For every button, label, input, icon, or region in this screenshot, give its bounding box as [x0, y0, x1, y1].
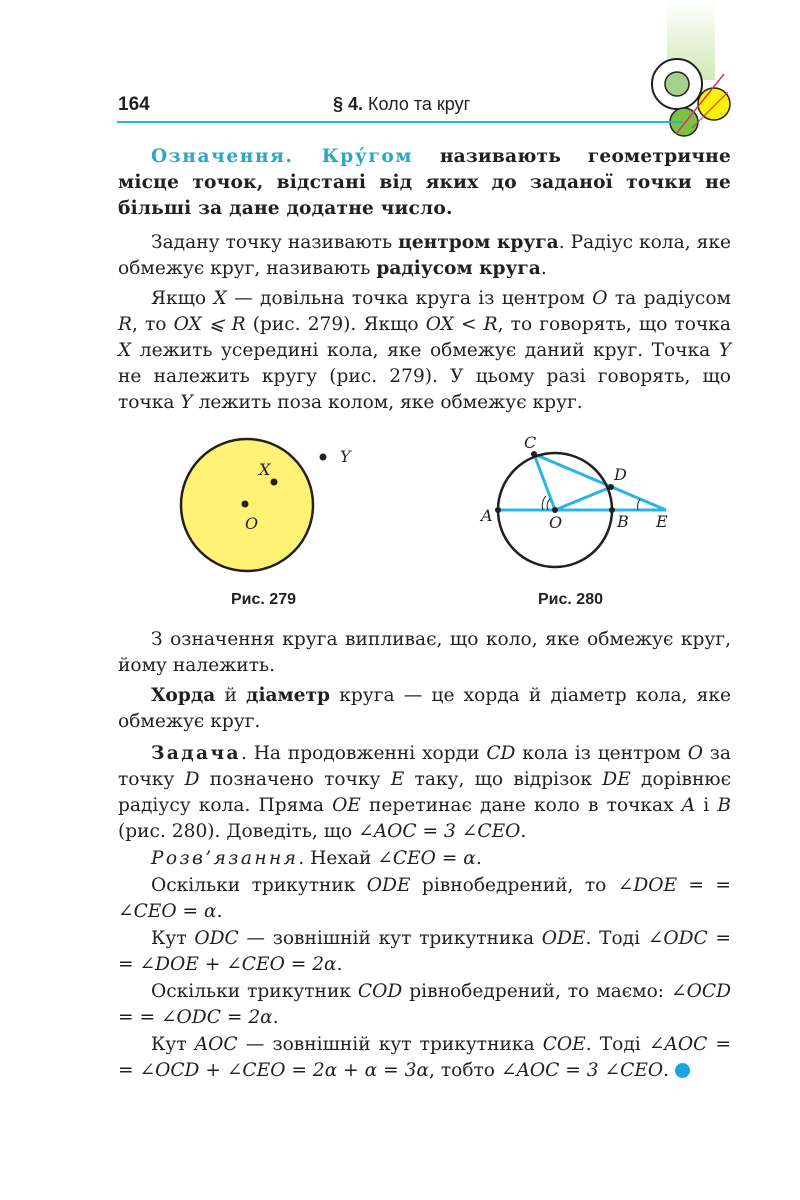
math-expr: OX < R: [425, 314, 498, 335]
p1-text: Задану точку називають: [151, 232, 399, 253]
solution-text: .: [216, 901, 223, 922]
definition-term: Означення. Кру́гом: [151, 146, 414, 167]
solution-step-2: [118, 926, 731, 978]
solution-text: Оскільки трикутник: [151, 981, 358, 1002]
definition-paragraph: [118, 144, 731, 222]
point-x: [271, 479, 278, 486]
label-c: C: [524, 433, 537, 452]
math-expr: ∠AOC = = ∠OCD + ∠CEO = 2α + α = 3α: [118, 1034, 732, 1081]
caption-279: Рис. 279: [231, 591, 296, 608]
task-block: [118, 741, 731, 1084]
term-radius: радіусом круга: [376, 258, 541, 279]
figure-280: [470, 430, 690, 590]
math-var: ODE: [541, 928, 586, 949]
definition-text: називають геометричне місце точок, відстані від яких до заданої точки не більші за дане додатне число.: [118, 146, 731, 219]
solution-text: . Тоді: [585, 928, 648, 949]
task-text: (рис. 280). Доведіть, що: [118, 821, 359, 842]
task-text: таку, що відрізок: [404, 769, 603, 790]
solution-step-3: [118, 979, 731, 1031]
solution-text: , тобто: [429, 1060, 501, 1081]
boundary-paragraph: З означення круга випливає, що коло, яке обмежує круг, йому належить.: [118, 629, 731, 676]
math-var: CD: [486, 743, 516, 764]
math-var: E: [390, 769, 405, 790]
solution-step-1: [118, 873, 731, 925]
section-logo: [640, 0, 740, 150]
label-x: X: [259, 460, 271, 479]
solution-text: рівнобедрений, то: [410, 875, 618, 896]
math-expr: ∠OCD = = ∠ODC = 2α: [118, 981, 731, 1028]
task-text: . На продовженні хорди: [240, 743, 487, 764]
point-a: [495, 507, 501, 513]
task-text: за точку: [118, 743, 732, 790]
term-center: центром круга: [398, 232, 559, 253]
math-expr: ∠CEO = α: [377, 848, 476, 869]
section-name: Коло та круг: [368, 94, 471, 114]
solution-step-4: [118, 1032, 731, 1084]
math-expr: ∠AOC = 3 ∠CEO: [358, 821, 521, 842]
solution-text: Кут: [151, 928, 195, 949]
math-var: Y: [718, 340, 731, 361]
math-var: COE: [542, 1034, 586, 1055]
solution-text: . Нехай: [298, 848, 378, 869]
chord-diameter-paragraph: [118, 683, 731, 735]
solution-text: рівнобедрений, то маємо:: [402, 981, 672, 1002]
solution-text: Кут: [151, 1034, 195, 1055]
solution-text: . Тоді: [585, 1034, 649, 1055]
task-text: .: [520, 821, 527, 842]
p2-text: лежить поза колом, яке обмежує круг.: [192, 392, 583, 413]
label-e: E: [656, 512, 668, 531]
angle-arc-2: [542, 496, 546, 510]
solution-text: Оскільки трикутник: [151, 875, 367, 896]
solution-text: — зовнішній кут трикутника: [238, 928, 542, 949]
p1-text: .: [540, 258, 547, 279]
task-label: Задача: [151, 743, 241, 764]
math-var: DE: [602, 769, 631, 790]
logo-inner-circle: [665, 72, 689, 96]
p2-text: (рис. 279). Якщо: [245, 314, 426, 335]
solution-text: .: [336, 954, 343, 975]
line-ce: [534, 454, 666, 510]
math-var: D: [184, 769, 200, 790]
angle-arc-1: [547, 499, 550, 510]
label-o: O: [245, 514, 259, 533]
math-var: O: [687, 743, 703, 764]
label-o: O: [549, 513, 563, 532]
p4-text: й: [215, 685, 247, 706]
math-var: ODC: [194, 928, 239, 949]
term-diameter: діаметр: [246, 685, 331, 706]
math-expr: OX ⩽ R: [173, 314, 246, 335]
center-radius-paragraph: [118, 230, 731, 282]
logo-yellow-circle: [698, 88, 730, 120]
p2-text: , то говорять, що точка: [497, 314, 732, 335]
end-of-solution-marker: [675, 1063, 690, 1078]
inside-outside-paragraph: [118, 286, 731, 416]
label-b: B: [617, 512, 629, 531]
math-var: O: [592, 288, 608, 309]
section-prefix: § 4.: [333, 94, 364, 114]
task-text: кола із центром: [515, 743, 688, 764]
task-text: і: [695, 795, 718, 816]
solution-text: .: [663, 1060, 670, 1081]
p2-text: — довільна точка круга із центром: [226, 288, 593, 309]
p2-text: Якщо: [151, 288, 214, 309]
math-expr: ∠ODC = = ∠DOE + ∠CEO = 2α: [118, 928, 731, 975]
p2-text: лежить усередині кола, яке обмежує даний круг. Точка: [131, 340, 719, 361]
task-text: дорівнює радіусу кола. Пряма: [118, 769, 731, 816]
middle-text: [118, 627, 731, 735]
p2-text: , то: [132, 314, 174, 335]
math-var: Y: [180, 392, 193, 413]
math-expr: ∠AOC = 3 ∠CEO: [500, 1060, 664, 1081]
p2-text: та радіусом: [607, 288, 731, 309]
solution-intro: [118, 846, 731, 872]
point-y: [320, 454, 327, 461]
p2-text: не належить кругу (рис. 279). У цьому разі говорять, що точка: [118, 366, 731, 413]
math-var: X: [118, 340, 132, 361]
header-rule: [117, 121, 682, 123]
label-y: Y: [340, 447, 351, 466]
p4-text: круга — це хорда й діаметр кола, яке обмежує круг.: [118, 685, 731, 732]
p1-text: . Радіус кола, яке обмежує круг, називають: [118, 232, 731, 279]
point-d: [608, 484, 614, 490]
task-paragraph: [118, 741, 731, 845]
math-var: ODE: [366, 875, 411, 896]
point-b: [609, 507, 615, 513]
solution-label: Розв’язання: [151, 848, 299, 869]
upper-text: [118, 144, 731, 416]
caption-280: Рис. 280: [538, 591, 603, 608]
figure-279: [170, 430, 390, 590]
math-var: A: [681, 795, 696, 816]
solution-text: .: [272, 1007, 279, 1028]
solution-text: .: [475, 848, 482, 869]
math-var: OE: [332, 795, 361, 816]
point-o: [242, 501, 249, 508]
solution-text: — зовнішній кут трикутника: [237, 1034, 543, 1055]
section-title: [333, 94, 470, 115]
page-number: 164: [118, 94, 150, 115]
task-text: перетинає дане коло в точках: [360, 795, 682, 816]
math-var: R: [118, 314, 132, 335]
task-text: позначено точку: [199, 769, 391, 790]
label-d: D: [614, 465, 627, 484]
term-chord: Хорда: [151, 685, 216, 706]
math-var: COD: [357, 981, 403, 1002]
math-var: AOC: [194, 1034, 238, 1055]
math-var: B: [717, 795, 731, 816]
label-a: A: [481, 506, 493, 525]
math-expr: ∠DOE = = ∠CEO = α: [118, 875, 731, 922]
angle-arc-e: [638, 499, 640, 510]
line-od: [555, 487, 611, 510]
math-var: X: [213, 288, 227, 309]
